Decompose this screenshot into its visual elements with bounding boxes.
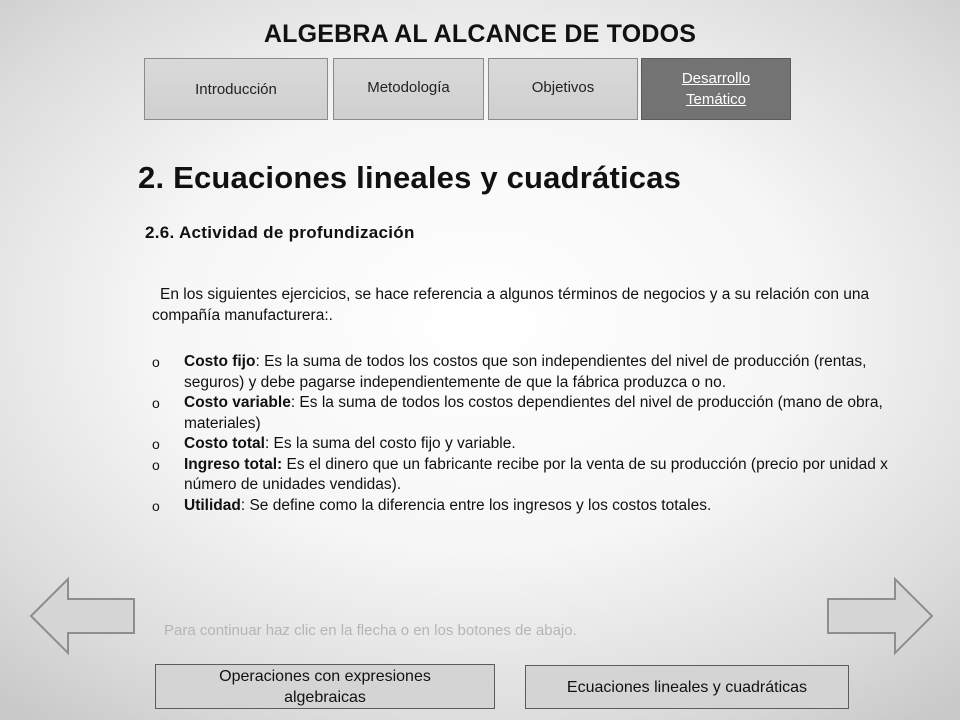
- nav-desarrollo-label-line2: Temático: [685, 91, 747, 108]
- nav-introduccion-label: Introducción: [195, 80, 277, 98]
- list-item: [152, 434, 912, 455]
- term-definition: : Es la suma de todos los costos dependientes del nivel de producción (mano de obra, materiales): [184, 394, 883, 432]
- nav-objetivos-button[interactable]: [488, 58, 638, 120]
- prev-topic-label-line1: Operaciones con expresiones: [219, 667, 431, 685]
- prev-topic-label-line2: algebraicas: [284, 688, 366, 706]
- nav-desarrollo-tematico-button[interactable]: [641, 58, 791, 120]
- nav-metodologia-label: Metodología: [367, 78, 450, 96]
- nav-metodologia-button[interactable]: [333, 58, 484, 120]
- nav-desarrollo-label-line1: Desarrollo: [681, 70, 751, 87]
- nav-objetivos-label: Objetivos: [531, 78, 595, 96]
- list-item: [152, 496, 912, 517]
- term-label: Costo fijo: [184, 353, 256, 370]
- continue-hint: Para continuar haz clic en la flecha o en los botones de abajo.: [164, 622, 577, 639]
- term-definition: Es el dinero que un fabricante recibe por la venta de su producción (precio por unidad x número de unidades vendidas).: [184, 455, 888, 493]
- bullet-icon: o: [152, 395, 160, 411]
- term-definition: : Es la suma del costo fijo y variable.: [264, 435, 516, 452]
- list-item: [152, 455, 912, 496]
- next-topic-label: Ecuaciones lineales y cuadráticas: [566, 678, 808, 696]
- next-arrow-icon[interactable]: [824, 576, 936, 656]
- bullet-icon: o: [152, 497, 160, 514]
- term-definition: : Se define como la diferencia entre los ingresos y los costos totales.: [240, 496, 712, 514]
- previous-arrow-icon[interactable]: [28, 576, 138, 656]
- list-item: [152, 352, 912, 393]
- nav-introduccion-button[interactable]: [144, 58, 328, 120]
- intro-paragraph: [152, 285, 872, 326]
- term-label: Utilidad: [184, 496, 241, 514]
- term-definition: : Es la suma de todos los costos que son independientes del nivel de producción (rentas, seguros) y debe pagarse independientemente de que la fábrica produzca o no.: [184, 353, 867, 391]
- term-label: Costo variable: [184, 394, 291, 411]
- list-item: [152, 393, 912, 434]
- section-heading: 2. Ecuaciones lineales y cuadráticas: [138, 160, 682, 195]
- bullet-icon: o: [152, 436, 160, 452]
- terms-list: [152, 352, 912, 516]
- term-label: Ingreso total:: [184, 455, 283, 473]
- intro-text: En los siguientes ejercicios, se hace referencia a algunos términos de negocios y a su relación con una compañía manufacturera:.: [152, 286, 870, 324]
- bullet-icon: o: [152, 354, 160, 370]
- bullet-icon: o: [152, 456, 160, 473]
- prev-topic-button[interactable]: [155, 664, 495, 709]
- page-title: ALGEBRA AL ALCANCE DE TODOS: [263, 20, 697, 48]
- section-subheading: 2.6. Actividad de profundización: [145, 223, 415, 242]
- term-label: Costo total: [184, 435, 265, 452]
- next-topic-button[interactable]: [525, 665, 849, 709]
